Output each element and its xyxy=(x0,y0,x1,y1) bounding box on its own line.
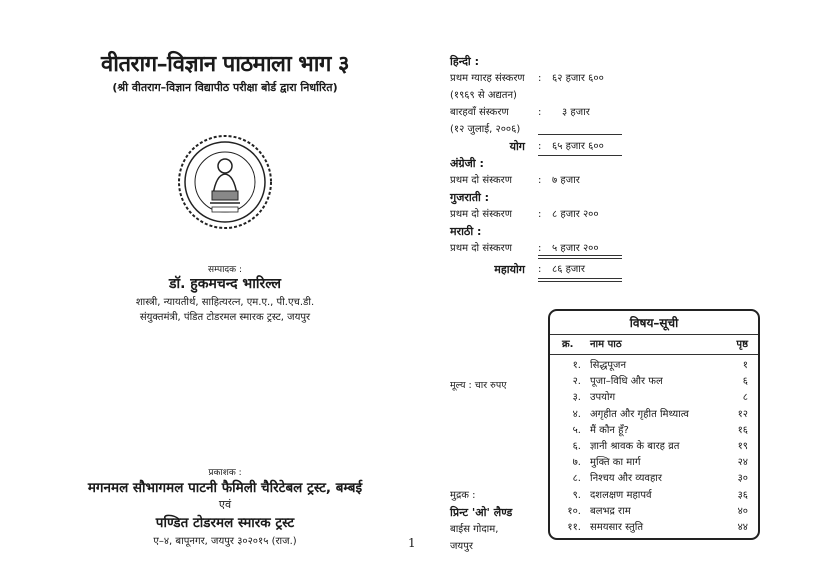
edition-row: (१९६९ से अद्यतन) xyxy=(450,90,517,101)
editor-name: डॉ. हुकमचन्द भारिल्ल xyxy=(168,276,282,292)
edition-row: प्रथम दो संस्करण : ८ हजार २०० xyxy=(450,209,599,220)
lang-marathi: मराठी : xyxy=(450,225,482,238)
toc-row[interactable]: १. सिद्धपूजन १ xyxy=(572,360,748,371)
lang-hindi: हिन्दी : xyxy=(450,55,480,68)
printer-label: मुद्रक : xyxy=(450,490,476,501)
emblem-seated-figure-icon xyxy=(176,133,274,231)
publisher-and: एवं xyxy=(218,498,232,511)
toc-row[interactable]: ११. समयसार स्तुति ४४ xyxy=(567,521,748,533)
publisher-label: प्रकाशक : xyxy=(208,468,242,478)
toc-row[interactable]: ३. उपयोग ८ xyxy=(572,392,748,404)
editor-label: सम्पादक : xyxy=(208,265,242,275)
divider xyxy=(538,134,622,135)
printer-address-1: बाईस गोदाम, xyxy=(450,524,499,535)
editions-block xyxy=(450,53,640,278)
publisher-name-2: पण्डित टोडरमल स्मारक ट्रस्ट xyxy=(155,515,295,531)
toc-row[interactable]: ८. निश्चय और व्यवहार ३० xyxy=(572,473,748,485)
publisher-name-1: मगनमल सौभागमल पाटनी फैमिली चैरिटेबल ट्रस्ट, बम्बई xyxy=(87,480,363,496)
edition-row: प्रथम ग्यारह संस्करण : ६२ हजार ६०० xyxy=(450,73,604,84)
printer-address-2: जयपुर xyxy=(450,541,473,552)
toc-row[interactable]: १०. बलभद्र राम ४० xyxy=(567,505,748,517)
divider xyxy=(538,258,622,259)
table-of-contents xyxy=(548,309,760,540)
toc-row[interactable]: ४. अगृहीत और गृहीत मिथ्यात्व १२ xyxy=(572,408,748,420)
book-title: वीतराग–विज्ञान पाठमाला भाग ३ xyxy=(101,51,349,77)
publisher-address: ए–४, बापूनगर, जयपुर ३०२०१५ (राज.) xyxy=(153,536,297,547)
divider xyxy=(538,281,622,282)
divider xyxy=(538,278,622,279)
divider xyxy=(538,255,622,256)
hindi-total-row: योग : ६५ हजार ६०० xyxy=(450,138,640,155)
price: मूल्य : चार रुपए xyxy=(450,380,507,391)
edition-row: (१२ जुलाई, २००६) xyxy=(450,121,640,138)
printer-name: प्रिन्ट 'ओ' लैण्ड xyxy=(450,506,513,519)
book-subtitle: (श्री वीतराग–विज्ञान विद्यापीठ परीक्षा बोर्ड द्वारा निर्धारित) xyxy=(112,81,338,94)
edition-row: बारहवाँ संस्करण : ३ हजार xyxy=(450,107,590,118)
lang-gujarati: गुजराती : xyxy=(450,191,490,204)
toc-row[interactable]: ९. दशलक्षण महापर्व ३६ xyxy=(572,489,748,501)
toc-row[interactable]: ५. मैं कौन हूँ? १६ xyxy=(572,424,748,436)
editor-position: संयुक्तमंत्री, पंडित टोडरमल स्मारक ट्रस्ट, जयपुर xyxy=(139,312,311,323)
toc-row[interactable]: २. पूजा–विधि और फल ६ xyxy=(572,376,748,388)
toc-row[interactable]: ६. ज्ञानी श्रावक के बारह व्रत १९ xyxy=(572,440,748,452)
toc-row[interactable]: ७. मुक्ति का मार्ग २४ xyxy=(572,457,748,469)
edition-row: प्रथम दो संस्करण : ७ हजार xyxy=(450,175,580,186)
grand-total-row: महायोग : ८६ हजार xyxy=(450,261,640,278)
lang-english: अंग्रेजी : xyxy=(450,157,484,170)
toc-title: विषय–सूची xyxy=(550,311,758,335)
printer-block xyxy=(450,487,512,555)
edition-row: प्रथम दो संस्करण : ५ हजार २०० xyxy=(450,240,640,257)
editor-qualifications: शास्त्री, न्यायतीर्थ, साहित्यरत्न, एम.ए., पी.एच.डी. xyxy=(135,297,315,308)
toc-header: क्र. नाम पाठ पृष्ठ xyxy=(550,335,758,355)
page-number: 1 xyxy=(408,536,416,550)
